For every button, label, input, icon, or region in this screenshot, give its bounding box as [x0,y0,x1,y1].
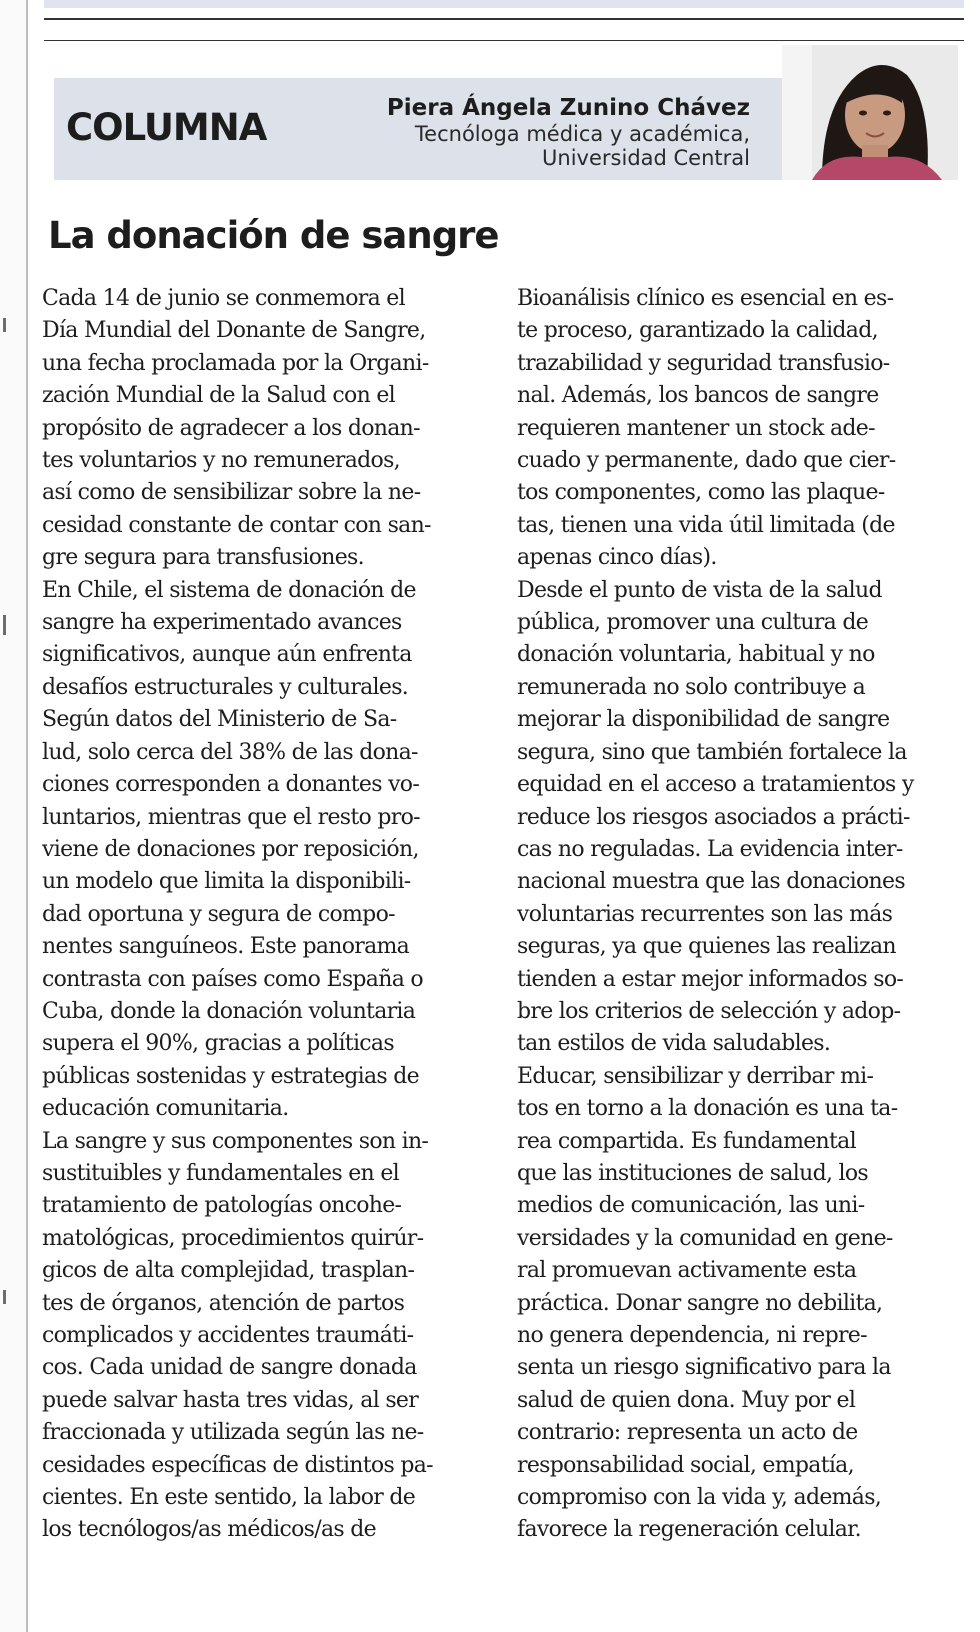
article-text-line: dad oportuna y segura de compo- [42,901,395,927]
margin-mark [3,615,6,635]
article-text-line: mejorar la disponibilidad de sangre [517,707,890,733]
article-text-line: fraccionada y utilizada según las ne- [42,1420,424,1446]
article-text-line: propósito de agradecer a los donan- [42,415,420,441]
margin-mark [3,318,6,332]
article-text-line: sangre ha experimentado avances [42,610,402,636]
article-text-line: tos componentes, como las plaque- [517,480,885,506]
article-text-line: te proceso, garantizado la calidad, [517,318,878,344]
article-text-line: cesidad constante de contar con san- [42,512,431,538]
author-block [387,94,750,170]
article-text-line: supera el 90%, gracias a políticas [42,1031,394,1057]
article-text-line: sustituibles y fundamentales en el [42,1160,399,1186]
article-text-line: Según datos del Ministerio de Sa- [42,707,397,733]
article-text-line: remunerada no solo contribuye a [517,674,866,700]
article-text-line: gre segura para transfusiones. [42,545,364,571]
top-rule-thin [44,40,964,41]
article-text-line: Educar, sensibilizar y derribar mi- [517,1063,874,1089]
article-text-line: educación comunitaria. [42,1096,289,1122]
article-text-line: bre los criterios de selección y adop- [517,998,901,1024]
article-text-line: tos en torno a la donación es una ta- [517,1096,898,1122]
article-text-line: segura, sino que también fortalece la [517,739,907,765]
article-text-line: así como de sensibilizar sobre la ne- [42,480,421,506]
article-text-line: tienden a estar mejor informados so- [517,966,904,992]
article-text-line: voluntarias recurrentes son las más [517,901,893,927]
article-text-line: una fecha proclamada por la Organi- [42,350,429,376]
article-text-line: tes de órganos, atención de partos [42,1290,405,1316]
article-text-line: requieren mantener un stock ade- [517,415,875,441]
author-photo [782,45,958,180]
top-rule [44,18,964,20]
section-label: COLUMNA [66,106,267,149]
article-text-line: senta un riesgo significativo para la [517,1355,891,1381]
article-text-line: zación Mundial de la Salud con el [42,383,395,409]
article-text-line: Cada 14 de junio se conmemora el [42,286,405,311]
article-text-line: responsabilidad social, empatía, [517,1452,854,1478]
article-text-line: viene de donaciones por reposición, [42,836,419,862]
article-text-line: contrario: representa un acto de [517,1420,858,1446]
article-text-line: tan estilos de vida saludables. [517,1031,831,1057]
article-text-line: trazabilidad y seguridad transfusio- [517,350,890,376]
article-text-line: rea compartida. Es fundamental [517,1128,856,1154]
top-color-band [44,0,964,8]
author-affiliation: Universidad Central [542,146,750,170]
margin-mark [3,1290,6,1304]
article-text-line: no genera dependencia, ni repre- [517,1323,867,1348]
article-text-line: Día Mundial del Donante de Sangre, [42,318,426,344]
author-portrait-image [782,45,958,180]
article-text-line: En Chile, el sistema de donación de [42,577,416,603]
article-title: La donación de sangre [48,214,499,257]
article-text-line: un modelo que limita la disponibili- [42,869,411,895]
article-text-line: desafíos estructurales y culturales. [42,674,409,700]
article-text-line: contrasta con países como España o [42,966,423,992]
article-text-line: La sangre y sus componentes son in- [42,1128,429,1154]
article-text-line: ciones corresponden a donantes vo- [42,772,420,798]
article-text-line: puede salvar hasta tres vidas, al ser [42,1387,419,1413]
article-text-line: complicados y accidentes traumáti- [42,1323,414,1348]
article-text-line: públicas sostenidas y estrategias de [42,1063,419,1089]
article-text-line: significativos, aunque aún enfrenta [42,642,412,668]
article-text-line: medios de comunicación, las uni- [517,1193,865,1219]
article-text-line: seguras, ya que quienes las realizan [517,934,896,960]
article-text-line: tas, tienen una vida útil limitada (de [517,512,895,538]
article-text-line: ral promuevan activamente esta [517,1258,857,1284]
article-text-line: pública, promover una cultura de [517,610,869,636]
article-text-line: reduce los riesgos asociados a prácti- [517,804,910,830]
article-text-line: cos. Cada unidad de sangre donada [42,1355,417,1381]
article-text-line: cientes. En este sentido, la labor de [42,1485,416,1511]
article-text-line: Cuba, donde la donación voluntaria [42,998,416,1024]
article-text-line: Bioanálisis clínico es esencial en es- [517,286,894,311]
article-text-line: luntarios, mientras que el resto pro- [42,804,420,830]
article-text-line: los tecnólogos/as médicos/as de [42,1517,376,1543]
article-text-line: salud de quien dona. Muy por el [517,1387,856,1413]
author-role: Tecnóloga médica y académica, [414,122,750,146]
article-text-line: matológicas, procedimientos quirúr- [42,1225,424,1251]
article-text-line: equidad en el acceso a tratamientos y [517,772,914,798]
article-text-line: cuado y permanente, dado que cier- [517,448,896,474]
article-text-line: práctica. Donar sangre no debilita, [517,1290,883,1316]
article-text-line: nentes sanguíneos. Este panorama [42,934,410,960]
article-column-left [42,283,492,1547]
article-text-line: donación voluntaria, habitual y no [517,642,875,668]
article-text-line: Desde el punto de vista de la salud [517,577,882,603]
article-text-line: compromiso con la vida y, además, [517,1485,882,1511]
author-name: Piera Ángela Zunino Chávez [386,95,750,121]
article-column-right [517,283,967,1547]
article-text-line: gicos de alta complejidad, trasplan- [42,1258,415,1284]
article-text-line: nal. Además, los bancos de sangre [517,383,879,409]
article-text-line: nacional muestra que las donaciones [517,869,905,895]
article-text-line: cas no reguladas. La evidencia inter- [517,836,903,862]
page-left-margin [0,0,28,1632]
article-text-line: lud, solo cerca del 38% de las dona- [42,739,418,765]
article-text-line: versidades y la comunidad en gene- [517,1225,893,1251]
column-header [54,78,958,180]
article-text-line: que las instituciones de salud, los [517,1160,869,1186]
article-text-line: tes voluntarios y no remunerados, [42,448,400,474]
article-text-line: favorece la regeneración celular. [517,1517,861,1543]
article-text-line: cesidades específicas de distintos pa- [42,1452,433,1478]
article-text-line: apenas cinco días). [517,545,717,571]
article-text-line: tratamiento de patologías oncohe- [42,1193,402,1219]
